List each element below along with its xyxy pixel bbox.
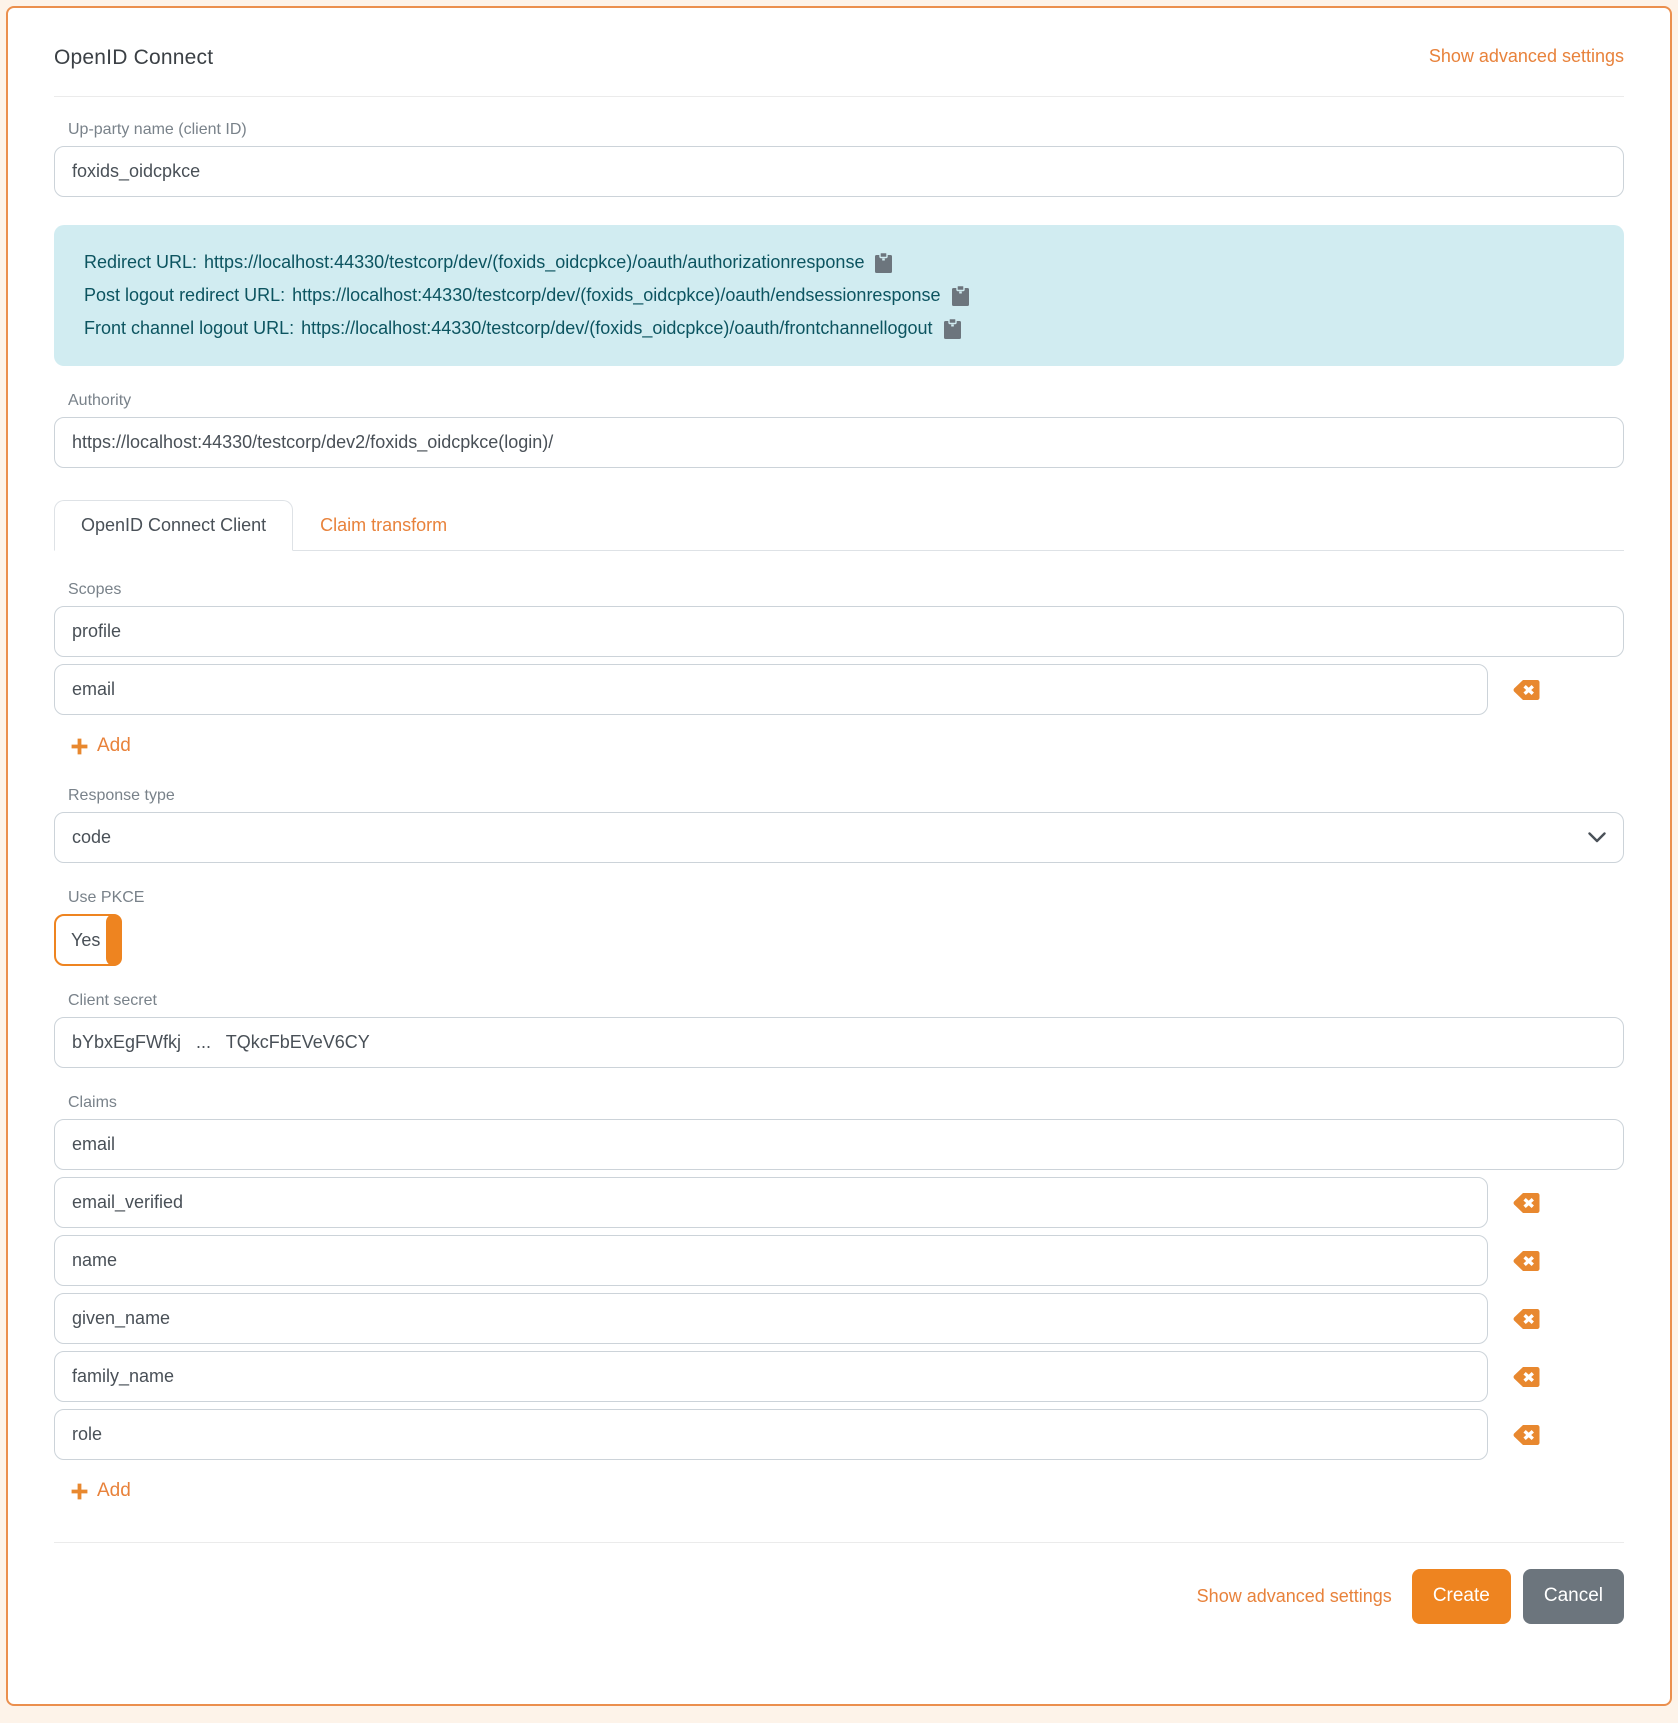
header-divider [54, 96, 1624, 97]
claim-row [54, 1351, 1624, 1402]
scopes-list [54, 606, 1624, 715]
delete-icon [1513, 678, 1540, 702]
delete-icon [1513, 1365, 1540, 1389]
create-button[interactable]: Create [1412, 1569, 1511, 1624]
clipboard-icon [943, 318, 962, 339]
use-pkce-toggle[interactable] [54, 914, 122, 966]
delete-icon [1513, 1423, 1540, 1447]
show-advanced-settings-link-bottom[interactable]: Show advanced settings [1196, 1585, 1392, 1606]
panel-header [54, 46, 1624, 70]
client-secret-input[interactable] [54, 1017, 1624, 1068]
footer-divider [54, 1542, 1624, 1543]
client-secret-group [54, 992, 1624, 1068]
claim-row [54, 1293, 1624, 1344]
plus-icon [70, 1482, 89, 1501]
panel-footer [54, 1569, 1624, 1624]
claims-label: Claims [68, 1094, 117, 1111]
delete-icon [1513, 1191, 1540, 1215]
up-party-name-input[interactable] [54, 146, 1624, 197]
claim-input[interactable] [54, 1177, 1488, 1228]
claims-list [54, 1119, 1624, 1460]
plus-icon [70, 737, 89, 756]
delete-claim-button[interactable] [1513, 1365, 1540, 1389]
authority-label: Authority [68, 392, 132, 409]
toggle-knob [106, 914, 122, 966]
openid-connect-client-tab-content [54, 581, 1624, 1506]
post-logout-url-row [84, 279, 1594, 312]
add-scope-label: Add [97, 735, 131, 756]
use-pkce-group [54, 889, 1624, 966]
response-type-group [54, 787, 1624, 863]
claim-input[interactable] [54, 1293, 1488, 1344]
response-type-select[interactable] [54, 812, 1624, 863]
scope-row [54, 606, 1624, 657]
front-channel-logout-url-label: Front channel logout URL: [84, 318, 295, 338]
tab-claim-transform[interactable]: Claim transform [320, 515, 448, 535]
scope-input[interactable] [54, 606, 1624, 657]
redirect-url-row [84, 246, 1594, 279]
clipboard-icon [951, 285, 970, 306]
page-title: OpenID Connect [54, 46, 214, 69]
delete-claim-button[interactable] [1513, 1307, 1540, 1331]
scope-row [54, 664, 1624, 715]
openid-connect-panel [6, 6, 1672, 1706]
tab-bar [54, 500, 1624, 551]
claims-group [54, 1094, 1624, 1506]
claim-input[interactable] [54, 1119, 1624, 1170]
claim-input[interactable] [54, 1409, 1488, 1460]
delete-claim-button[interactable] [1513, 1423, 1540, 1447]
copy-redirect-url-button[interactable] [874, 252, 893, 273]
delete-claim-button[interactable] [1513, 1249, 1540, 1273]
scopes-group [54, 581, 1624, 761]
redirect-url-label: Redirect URL: [84, 252, 198, 272]
delete-icon [1513, 1249, 1540, 1273]
add-claim-label: Add [97, 1480, 131, 1501]
claim-row [54, 1119, 1624, 1170]
front-channel-logout-url-row [84, 312, 1594, 345]
up-party-name-label: Up-party name (client ID) [68, 121, 247, 138]
chevron-down-icon [1588, 832, 1606, 843]
delete-icon [1513, 1307, 1540, 1331]
authority-input[interactable] [54, 417, 1624, 468]
delete-claim-button[interactable] [1513, 1191, 1540, 1215]
response-type-value: code [72, 827, 112, 847]
add-claim-button[interactable] [68, 1476, 133, 1506]
front-channel-logout-url-value: https://localhost:44330/testcorp/dev/(foxids_oidcpkce)/oauth/frontchannellogout [301, 318, 933, 338]
use-pkce-label: Use PKCE [68, 889, 145, 906]
add-scope-button[interactable] [68, 731, 133, 761]
tab-openid-connect-client[interactable]: OpenID Connect Client [54, 500, 293, 551]
client-secret-label: Client secret [68, 992, 157, 1009]
delete-scope-button[interactable] [1513, 678, 1540, 702]
show-advanced-settings-link-top[interactable]: Show advanced settings [1428, 46, 1624, 66]
claim-row [54, 1177, 1624, 1228]
claim-input[interactable] [54, 1235, 1488, 1286]
copy-front-channel-logout-url-button[interactable] [943, 318, 962, 339]
post-logout-url-label: Post logout redirect URL: [84, 285, 286, 305]
url-info-box [54, 225, 1624, 366]
claim-row [54, 1235, 1624, 1286]
response-type-label: Response type [68, 787, 175, 804]
redirect-url-value: https://localhost:44330/testcorp/dev/(foxids_oidcpkce)/oauth/authorizationresponse [204, 252, 865, 272]
scopes-label: Scopes [68, 581, 122, 598]
scope-input[interactable] [54, 664, 1488, 715]
copy-post-logout-url-button[interactable] [951, 285, 970, 306]
authority-group [54, 392, 1624, 468]
use-pkce-toggle-state: Yes [71, 929, 101, 950]
up-party-name-group [54, 121, 1624, 197]
claim-row [54, 1409, 1624, 1460]
cancel-button[interactable]: Cancel [1523, 1569, 1624, 1624]
post-logout-url-value: https://localhost:44330/testcorp/dev/(foxids_oidcpkce)/oauth/endsessionresponse [292, 285, 941, 305]
claim-input[interactable] [54, 1351, 1488, 1402]
clipboard-icon [874, 252, 893, 273]
